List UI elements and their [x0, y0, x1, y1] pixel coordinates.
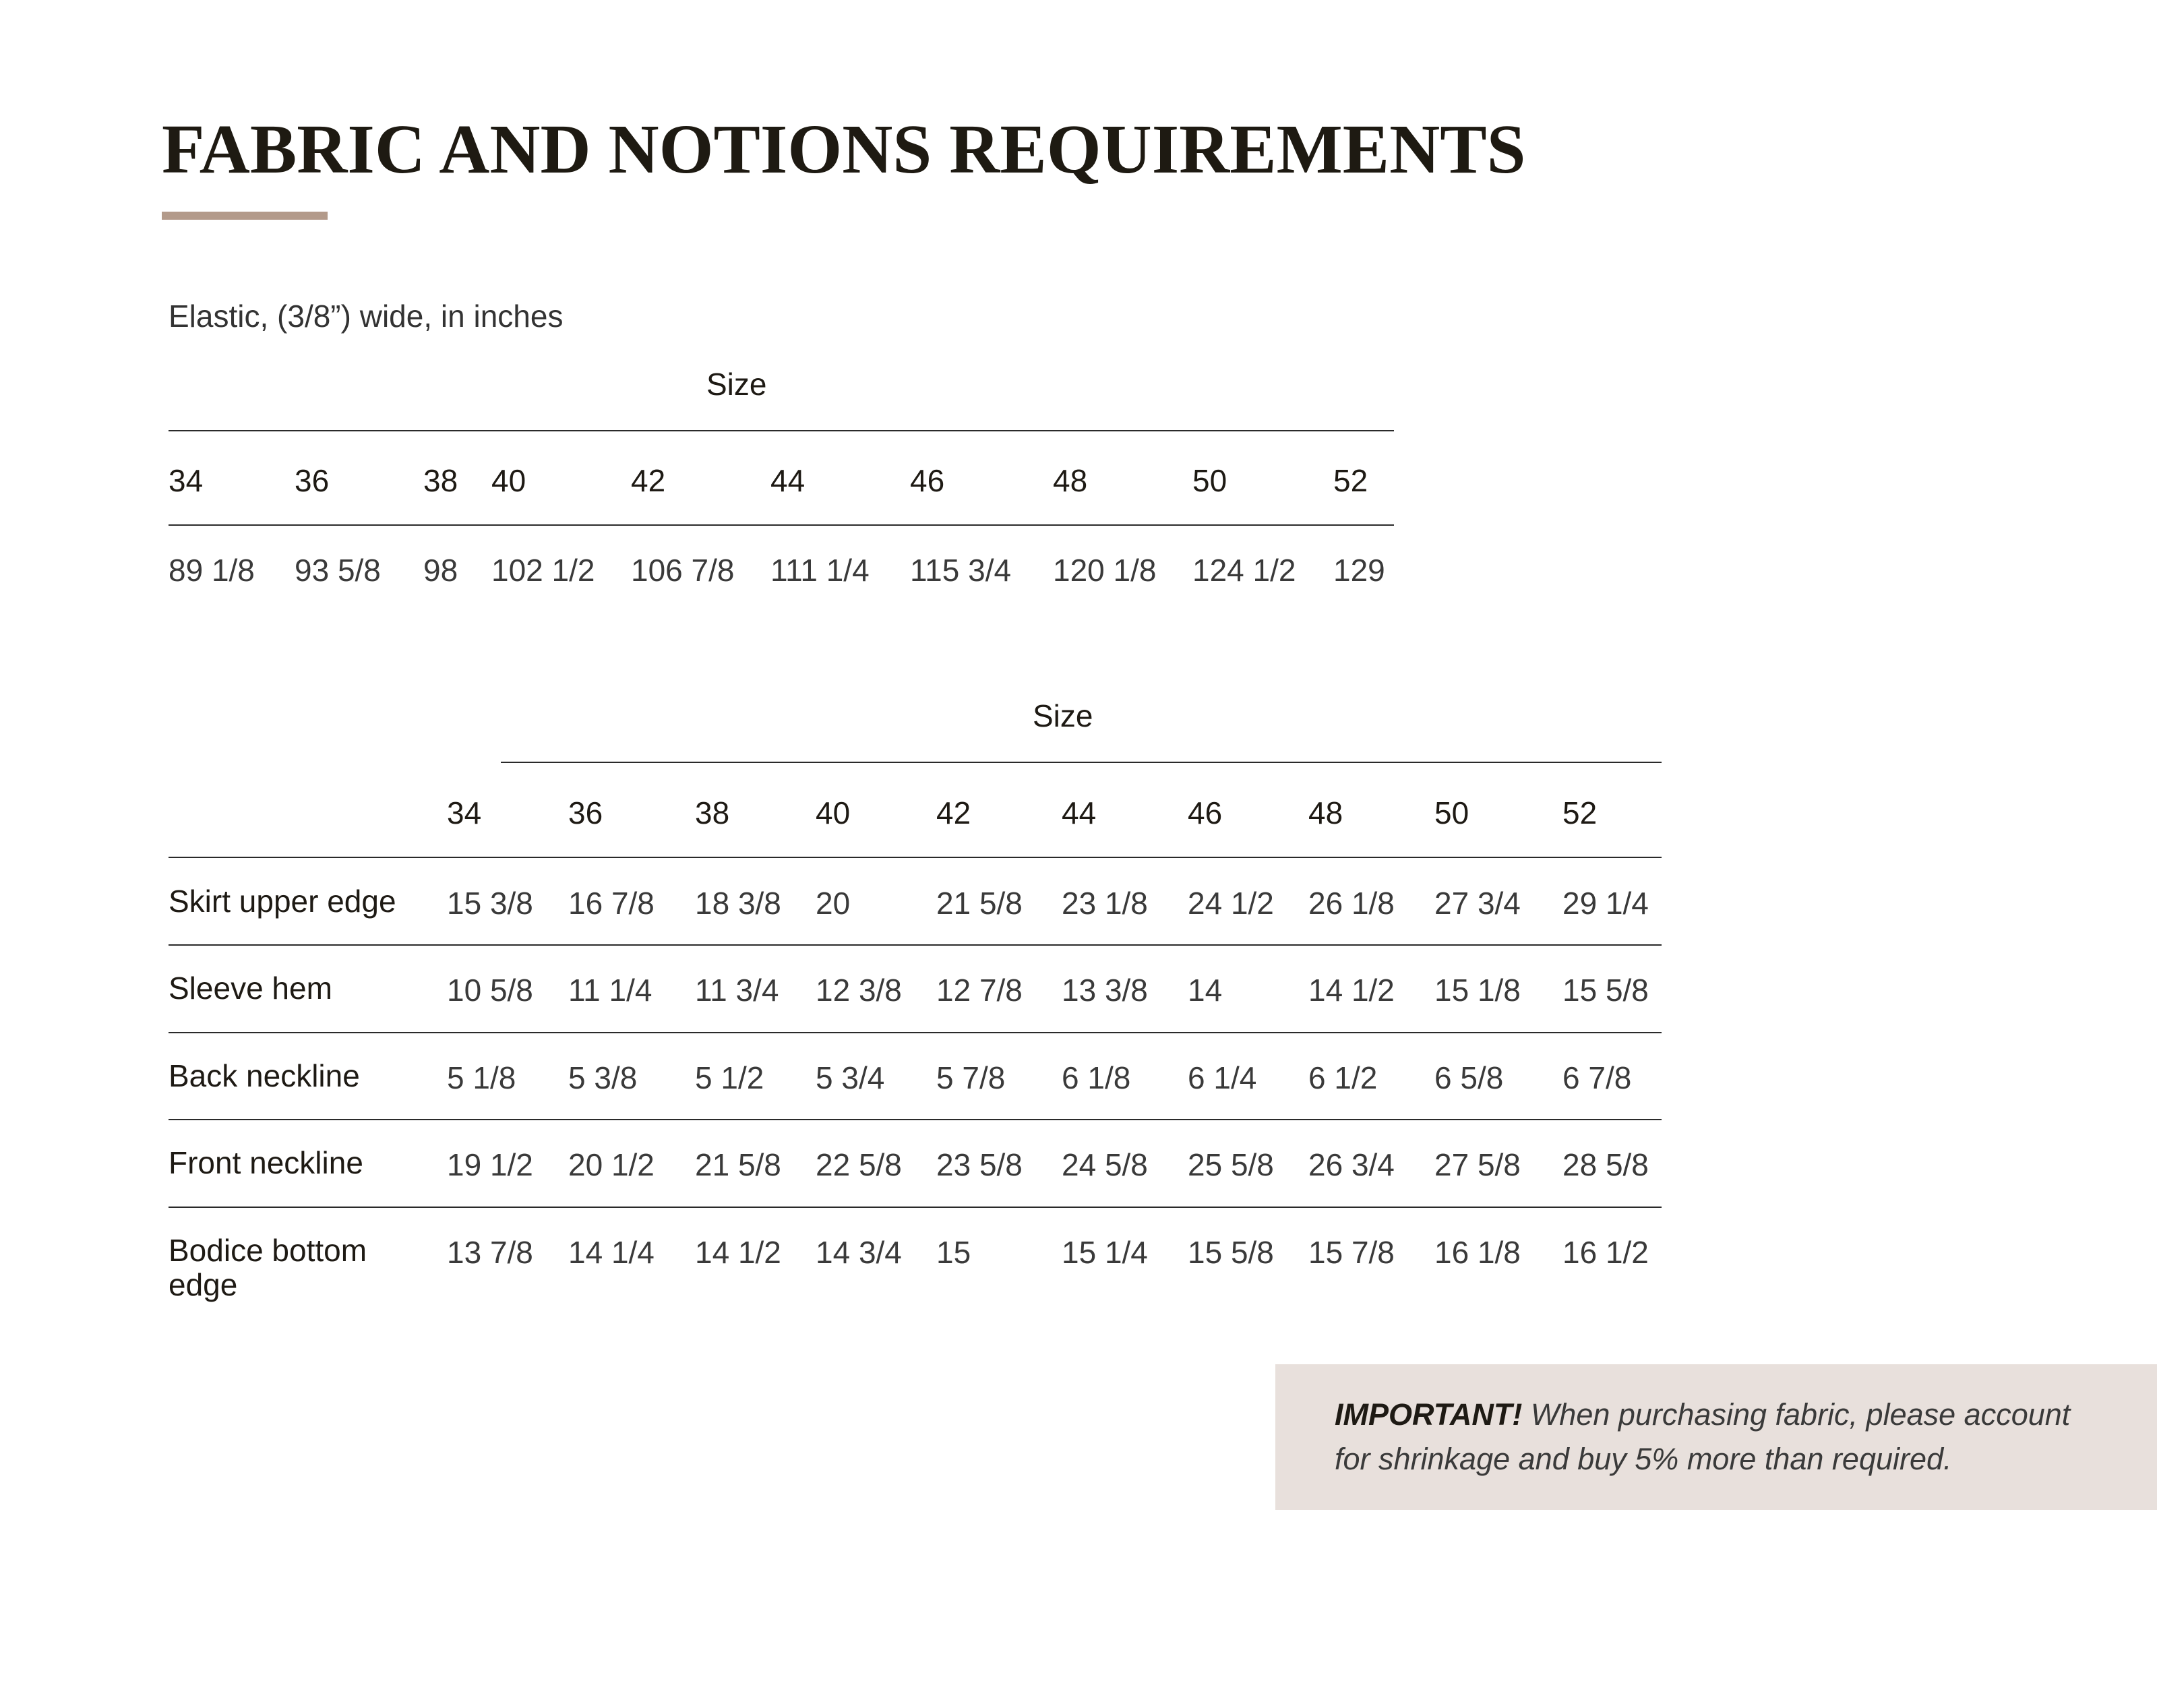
elastic-top-rule: [169, 430, 1394, 431]
important-note: [1275, 1364, 2157, 1510]
elastic-length-cell: 93 5/8: [295, 553, 381, 588]
measurement-cell: 16 1/8: [1434, 1235, 1521, 1270]
measurement-cell: 6 1/4: [1188, 1060, 1257, 1095]
measurements-size-header: 38: [695, 795, 730, 830]
measurement-cell: 15 5/8: [1188, 1235, 1274, 1270]
measurements-size-header: 40: [816, 795, 851, 830]
elastic-size-header: 46: [910, 463, 945, 498]
measurement-cell: 11 3/4: [695, 973, 779, 1008]
page-title: FABRIC AND NOTIONS REQUIREMENTS: [162, 111, 1526, 188]
measurement-cell: 14 1/2: [695, 1235, 781, 1270]
measurements-top-rule: [501, 762, 1662, 763]
row-label: Sleeve hem: [169, 971, 332, 1006]
measurement-cell: 14 3/4: [816, 1235, 902, 1270]
measurement-cell: 12 7/8: [936, 973, 1023, 1008]
measurement-cell: 5 3/4: [816, 1060, 885, 1095]
measurement-cell: 15: [936, 1235, 971, 1270]
measurements-row-rule: [169, 1119, 1662, 1120]
measurements-row-rule: [169, 1032, 1662, 1033]
measurement-cell: 6 1/2: [1308, 1060, 1378, 1095]
measurements-row-rule: [169, 1207, 1662, 1208]
measurement-cell: 13 3/8: [1062, 973, 1148, 1008]
measurement-cell: 28 5/8: [1562, 1147, 1649, 1182]
elastic-length-cell: 129: [1333, 553, 1385, 588]
elastic-length-cell: 120 1/8: [1053, 553, 1157, 588]
elastic-length-cell: 111 1/4: [770, 553, 870, 588]
measurement-cell: 10 5/8: [447, 973, 533, 1008]
elastic-size-header: 34: [169, 463, 204, 498]
elastic-caption: Elastic, (3/8”) wide, in inches: [169, 299, 564, 334]
measurement-cell: 20 1/2: [568, 1147, 655, 1182]
measurement-cell: 25 5/8: [1188, 1147, 1274, 1182]
row-label: Bodice bottom edge: [169, 1233, 367, 1302]
measurement-cell: 13 7/8: [447, 1235, 533, 1270]
measurement-cell: 15 1/4: [1062, 1235, 1148, 1270]
elastic-size-header: 48: [1053, 463, 1088, 498]
elastic-size-header: 44: [770, 463, 806, 498]
measurement-cell: 18 3/8: [695, 886, 781, 921]
measurements-size-header: 36: [568, 795, 603, 830]
row-label: Front neckline: [169, 1145, 363, 1180]
measurement-cell: 12 3/8: [816, 973, 902, 1008]
elastic-length-cell: 89 1/8: [169, 553, 255, 588]
measurement-cell: 15 7/8: [1308, 1235, 1395, 1270]
measurements-size-header: 52: [1562, 795, 1598, 830]
measurement-cell: 16 7/8: [568, 886, 655, 921]
measurement-cell: 24 1/2: [1188, 886, 1274, 921]
measurement-cell: 21 5/8: [936, 886, 1023, 921]
measurement-cell: 26 3/4: [1308, 1147, 1395, 1182]
measurements-size-header: 44: [1062, 795, 1097, 830]
elastic-size-header: 50: [1192, 463, 1227, 498]
measurement-cell: 24 5/8: [1062, 1147, 1148, 1182]
measurements-size-header: 48: [1308, 795, 1343, 830]
measurement-cell: 19 1/2: [447, 1147, 533, 1182]
measurement-cell: 14 1/2: [1308, 973, 1395, 1008]
note-body: When purchasing fabric, please account for shrinkage and buy 5% more than required.: [1335, 1397, 2071, 1476]
elastic-length-cell: 115 3/4: [910, 553, 1012, 588]
measurement-cell: 6 5/8: [1434, 1060, 1504, 1095]
measurement-cell: 5 3/8: [568, 1060, 638, 1095]
measurements-size-label: Size: [1033, 698, 1093, 733]
elastic-size-header: 36: [295, 463, 330, 498]
elastic-size-header: 42: [631, 463, 666, 498]
elastic-size-label: Size: [706, 367, 767, 402]
measurements-row-rule: [169, 857, 1662, 858]
measurements-row-rule: [169, 944, 1662, 946]
measurements-size-header: 46: [1188, 795, 1223, 830]
measurement-cell: 15 5/8: [1562, 973, 1649, 1008]
measurement-cell: 11 1/4: [568, 973, 652, 1008]
row-label: Skirt upper edge: [169, 884, 396, 919]
note-text: [1335, 1393, 2103, 1482]
measurement-cell: 20: [816, 886, 851, 921]
row-label: Back neckline: [169, 1058, 360, 1093]
measurement-cell: 6 7/8: [1562, 1060, 1632, 1095]
measurements-size-header: 34: [447, 795, 482, 830]
measurement-cell: 6 1/8: [1062, 1060, 1131, 1095]
measurement-cell: 5 7/8: [936, 1060, 1006, 1095]
elastic-length-cell: 102 1/2: [491, 553, 595, 588]
elastic-mid-rule: [169, 524, 1394, 526]
title-accent-rule: [162, 212, 328, 220]
elastic-size-header: 40: [491, 463, 526, 498]
measurement-cell: 14 1/4: [568, 1235, 655, 1270]
elastic-length-cell: 124 1/2: [1192, 553, 1296, 588]
measurement-cell: 21 5/8: [695, 1147, 781, 1182]
measurement-cell: 15 3/8: [447, 886, 533, 921]
measurement-cell: 5 1/2: [695, 1060, 764, 1095]
measurements-size-header: 42: [936, 795, 971, 830]
measurement-cell: 15 1/8: [1434, 973, 1521, 1008]
elastic-size-header: 52: [1333, 463, 1368, 498]
measurement-cell: 5 1/8: [447, 1060, 516, 1095]
elastic-size-header: 38: [423, 463, 458, 498]
elastic-length-cell: 106 7/8: [631, 553, 735, 588]
measurement-cell: 29 1/4: [1562, 886, 1649, 921]
measurement-cell: 23 5/8: [936, 1147, 1023, 1182]
measurement-cell: 23 1/8: [1062, 886, 1148, 921]
measurement-cell: 27 3/4: [1434, 886, 1521, 921]
measurement-cell: 27 5/8: [1434, 1147, 1521, 1182]
measurements-size-header: 50: [1434, 795, 1469, 830]
measurement-cell: 14: [1188, 973, 1223, 1008]
note-emphasis: IMPORTANT!: [1335, 1397, 1523, 1432]
elastic-length-cell: 98: [423, 553, 458, 588]
measurement-cell: 16 1/2: [1562, 1235, 1649, 1270]
measurement-cell: 22 5/8: [816, 1147, 902, 1182]
measurement-cell: 26 1/8: [1308, 886, 1395, 921]
